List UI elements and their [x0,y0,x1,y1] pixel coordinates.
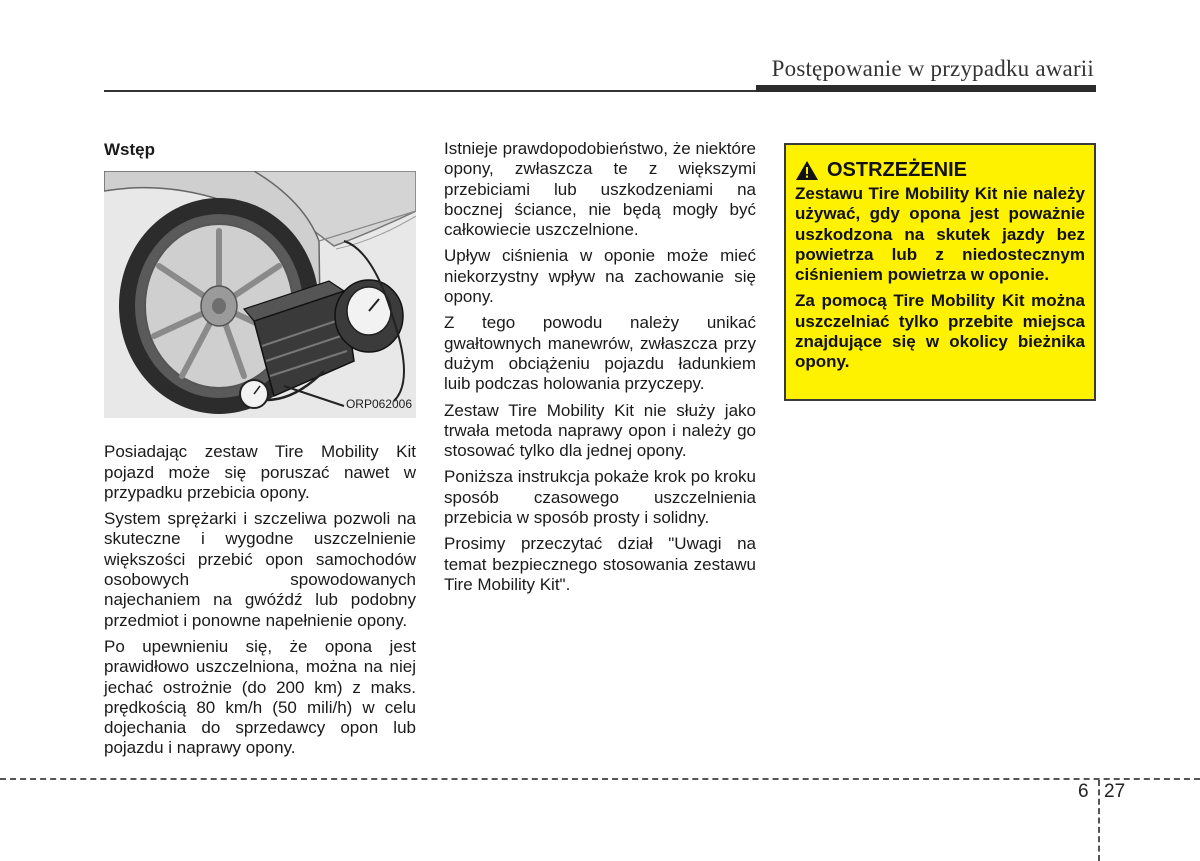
left-column [104,140,416,765]
paragraph: Prosimy przeczytać dział "Uwagi na temat bezpiecznego stosowania zestawu Tire Mobility Kit". [444,534,756,594]
page-number-divider [1098,780,1100,861]
paragraph: Upływ ciśnienia w oponie może mieć niekorzystny wpływ na zachowanie się opony. [444,246,756,307]
header-rule-accent [756,85,1096,92]
warning-box [784,143,1096,401]
tire-mobility-kit-illustration [104,171,416,418]
middle-column [444,139,756,601]
paragraph: Zestaw Tire Mobility Kit nie służy jako trwała metoda naprawy opon i należy go stosować tylko dla jednej opony. [444,400,756,461]
paragraph: Z tego powodu należy unikać gwałtownych manewrów, zwłaszcza przy dużym obciążeniu pojazdu ładunkiem luib podczas holowania przyczepy. [444,313,756,394]
warning-title: OSTRZEŻENIE [827,159,968,181]
warning-text: Zestawu Tire Mobility Kit nie należy używać, gdy opona jest poważnie uszkodzona na skutek jazdy bez powietrza lub z niedostecznym ciśnieniem powietrza w oponie. [795,184,1085,285]
footer-divider [0,778,1200,780]
running-header-title: Postępowanie w przypadku awarii [771,56,1094,81]
warning-text: Za pomocą Tire Mobility Kit można uszczelniać tylko przebite miejsca znajdujące się w okolicy bieżnika opony. [795,291,1085,372]
page-number: 27 [1104,781,1126,802]
figure-code: ORP062006 [345,397,412,411]
section-title: Wstęp [104,140,155,159]
paragraph: Istnieje prawdopodobieństwo, że niektóre opony, zwłaszcza te z większymi przebiciami lub uszkodzeniami na bocznej ściance, nie będą mogły być całkowiecie uszczelnione. [444,139,756,240]
warning-triangle-icon [795,160,819,181]
tire-kit-drawing [104,171,416,418]
chapter-number: 6 [1078,781,1089,802]
paragraph: Po upewnieniu się, że opona jest prawidłowo uszczelniona, można na niej jechać ostrożnie (do 200 km) z maks. prędkością 80 km/h (50 mili/h) w celu dojechania do sprzedawcy opon lub pojazdu i naprawy opony. [104,636,416,758]
paragraph: System sprężarki i szczeliwa pozwoli na skuteczne i wygodne uszczelnienie większości przebić opon samochodów osobowych spowodowanych najechaniem na gwóźdź lub podobny przedmiot i ponowne napełnienie opony. [104,509,416,630]
paragraph: Poniższa instrukcja pokaże krok po kroku sposób czasowego uszczelnienia przebicia w sposób prosty i solidny. [444,467,756,528]
warning-header [795,159,1085,182]
paragraph: Posiadając zestaw Tire Mobility Kit pojazd może się poruszać nawet w przypadku przebicia opony. [104,442,416,502]
